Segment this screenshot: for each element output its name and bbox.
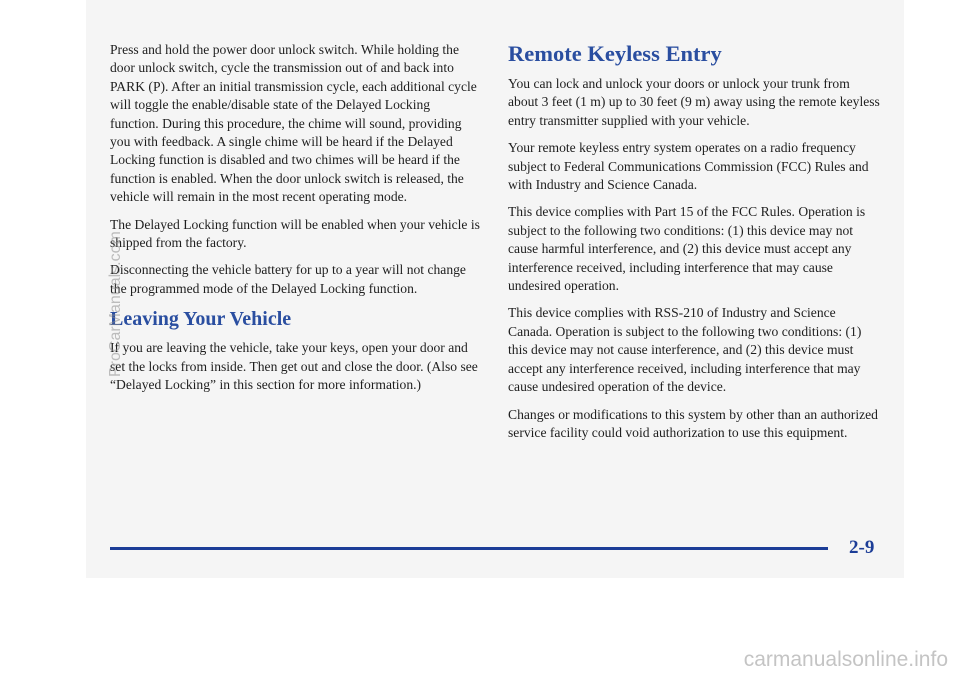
section-heading-remote-keyless-entry: Remote Keyless Entry bbox=[508, 41, 722, 66]
footer-rule bbox=[110, 547, 828, 550]
paragraph: Changes or modifications to this system by other than an authorized service facility could void authorization to use this equipment. bbox=[508, 406, 878, 440]
paragraph: If you are leaving the vehicle, take your keys, open your door and set the locks from inside. Then get out and close the door. (Also see “Delayed Locking” in this section for more information.) bbox=[110, 340, 478, 393]
side-watermark: ProCarManuals.com bbox=[107, 231, 124, 377]
right-column bbox=[508, 40, 880, 451]
section-heading-leaving-vehicle: Leaving Your Vehicle bbox=[110, 308, 292, 331]
bottom-watermark: carmanualsonline.info bbox=[743, 648, 948, 671]
paragraph: Press and hold the power door unlock switch. While holding the door unlock switch, cycle the transmission out of and back into PARK (P). After an initial transmission cycle, each additional cycle will toggle the enable/disable state of the Delayed Locking function. During this procedure, the chime will sound, providing you with feedback. A single chime will be heard if the Delayed Locking function is disabled and two chimes will be heard if the function is enabled. When the door unlock switch is released, the vehicle will remain in the most recent operating mode. bbox=[110, 42, 477, 205]
paragraph: You can lock and unlock your doors or unlock your trunk from about 3 feet (1 m) up to 30 feet (9 m) away using the remote keyless entry transmitter supplied with your vehicle. bbox=[508, 76, 880, 128]
paragraph: Your remote keyless entry system operates on a radio frequency subject to Federal Communications Commission (FCC) Rules and with Industry and Science Canada. bbox=[508, 140, 869, 193]
page-number: 2-9 bbox=[849, 537, 875, 558]
paragraph: This device complies with Part 15 of the FCC Rules. Operation is subject to the following two conditions: (1) this device may not cause harmful interference, and (2) this device must accept any interference received, including interference that may cause undesired operation. bbox=[508, 204, 866, 294]
paragraph: This device complies with RSS-210 of Industry and Science Canada. Operation is subject to the following two conditions: (1) this device may not cause interference, and (2) this device must accept any interference received, including interference that may cause undesired operation of the device. bbox=[508, 305, 862, 395]
left-column bbox=[110, 41, 482, 404]
paragraph: The Delayed Locking function will be enabled when your vehicle is shipped from the factory. bbox=[110, 216, 480, 251]
paragraph: Disconnecting the vehicle battery for up to a year will not change the programmed mode of the Delayed Locking function. bbox=[110, 262, 466, 296]
